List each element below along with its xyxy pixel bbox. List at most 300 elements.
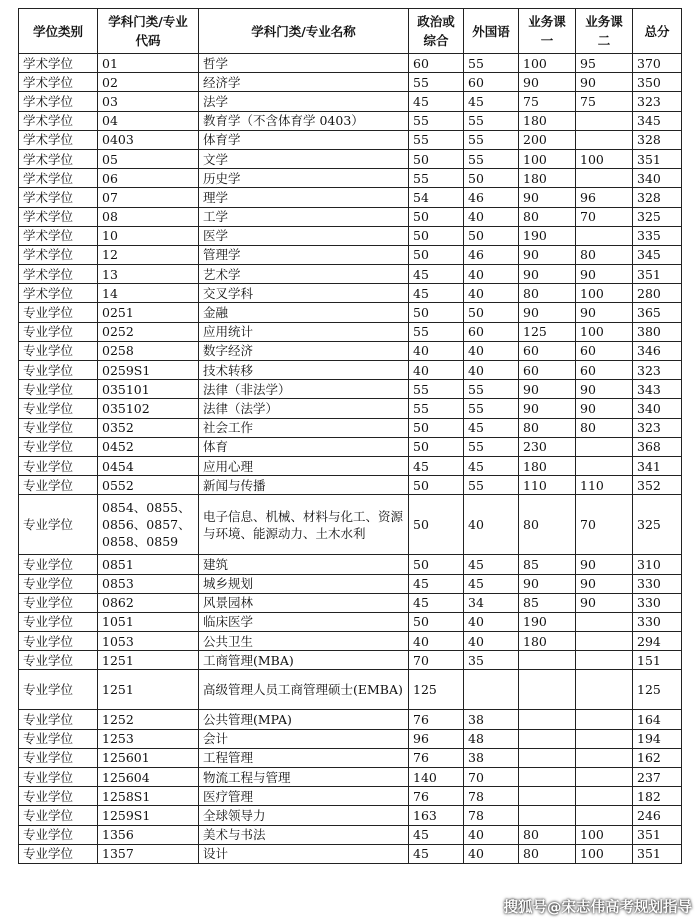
table-cell <box>519 787 576 806</box>
table-cell: 125601 <box>98 748 199 767</box>
table-cell: 194 <box>633 729 682 748</box>
table-cell: 180 <box>519 632 576 651</box>
table-cell: 体育 <box>199 437 409 456</box>
table-cell: 246 <box>633 806 682 825</box>
table-cell: 1251 <box>98 670 199 710</box>
table-cell: 学术学位 <box>19 92 98 111</box>
table-cell: 45 <box>409 574 464 593</box>
table-row <box>19 322 682 341</box>
table-row <box>19 54 682 73</box>
table-cell: 70 <box>464 768 519 787</box>
table-cell: 325 <box>633 495 682 555</box>
table-cell: 100 <box>576 149 633 168</box>
table-cell: 40 <box>409 341 464 360</box>
table-cell: 60 <box>519 341 576 360</box>
table-cell <box>519 768 576 787</box>
table-header-row <box>19 9 682 54</box>
table-cell <box>576 632 633 651</box>
table-cell: 专业学位 <box>19 806 98 825</box>
table-cell <box>576 806 633 825</box>
table-cell: 90 <box>519 245 576 264</box>
table-cell: 1356 <box>98 825 199 844</box>
table-cell: 346 <box>633 341 682 360</box>
table-cell: 45 <box>464 456 519 475</box>
table-cell: 35 <box>464 651 519 670</box>
table-cell: 370 <box>633 54 682 73</box>
table-cell <box>519 670 576 710</box>
table-cell: 专业学位 <box>19 710 98 729</box>
table-cell: 80 <box>576 418 633 437</box>
table-row <box>19 651 682 670</box>
table-cell: 02 <box>98 73 199 92</box>
table-cell: 90 <box>519 188 576 207</box>
table-cell: 328 <box>633 130 682 149</box>
table-cell: 40 <box>464 265 519 284</box>
table-cell: 电子信息、机械、材料与化工、资源与环境、能源动力、土木水利 <box>199 495 409 555</box>
table-cell: 专业学位 <box>19 495 98 555</box>
table-cell: 328 <box>633 188 682 207</box>
table-cell: 164 <box>633 710 682 729</box>
table-cell: 学术学位 <box>19 188 98 207</box>
table-cell: 380 <box>633 322 682 341</box>
table-cell: 0854、0855、0856、0857、0858、0859 <box>98 495 199 555</box>
table-cell: 1251 <box>98 651 199 670</box>
table-cell: 艺术学 <box>199 265 409 284</box>
table-cell: 建筑 <box>199 555 409 574</box>
table-cell: 工程管理 <box>199 748 409 767</box>
table-cell: 高级管理人员工商管理硕士(EMBA) <box>199 670 409 710</box>
table-cell: 50 <box>409 149 464 168</box>
table-row <box>19 284 682 303</box>
table-cell: 90 <box>519 574 576 593</box>
table-row <box>19 169 682 188</box>
table-cell: 352 <box>633 476 682 495</box>
table-cell: 55 <box>464 149 519 168</box>
table-cell: 哲学 <box>199 54 409 73</box>
table-cell: 医学 <box>199 226 409 245</box>
table-cell: 专业学位 <box>19 787 98 806</box>
table-cell: 351 <box>633 825 682 844</box>
table-cell: 100 <box>519 149 576 168</box>
table-cell <box>576 729 633 748</box>
table-cell: 学术学位 <box>19 111 98 130</box>
table-cell: 0851 <box>98 555 199 574</box>
table-cell: 90 <box>519 73 576 92</box>
table-cell: 190 <box>519 226 576 245</box>
table-cell: 应用统计 <box>199 322 409 341</box>
table-cell: 50 <box>409 303 464 322</box>
table-cell <box>576 787 633 806</box>
table-cell: 06 <box>98 169 199 188</box>
table-cell <box>576 651 633 670</box>
table-cell: 163 <box>409 806 464 825</box>
table-cell: 340 <box>633 399 682 418</box>
table-cell: 50 <box>409 245 464 264</box>
table-cell: 01 <box>98 54 199 73</box>
table-cell: 专业学位 <box>19 322 98 341</box>
table-row <box>19 574 682 593</box>
table-cell: 04 <box>98 111 199 130</box>
table-cell: 80 <box>519 844 576 863</box>
table-cell: 125 <box>409 670 464 710</box>
table-cell: 50 <box>409 207 464 226</box>
table-cell: 60 <box>519 361 576 380</box>
table-cell: 343 <box>633 380 682 399</box>
table-cell: 110 <box>519 476 576 495</box>
table-cell: 75 <box>576 92 633 111</box>
table-cell: 工商管理(MBA) <box>199 651 409 670</box>
table-cell: 351 <box>633 265 682 284</box>
table-cell: 180 <box>519 456 576 475</box>
table-cell: 40 <box>464 361 519 380</box>
table-row <box>19 303 682 322</box>
table-row <box>19 748 682 767</box>
table-cell: 035101 <box>98 380 199 399</box>
table-cell: 专业学位 <box>19 574 98 593</box>
table-row <box>19 207 682 226</box>
table-body <box>19 54 682 864</box>
table-cell: 40 <box>464 207 519 226</box>
table-cell: 专业学位 <box>19 768 98 787</box>
table-cell: 0454 <box>98 456 199 475</box>
table-cell: 1253 <box>98 729 199 748</box>
table-cell: 45 <box>409 844 464 863</box>
table-cell: 55 <box>464 54 519 73</box>
table-cell: 学术学位 <box>19 130 98 149</box>
table-cell: 323 <box>633 92 682 111</box>
table-cell: 90 <box>576 399 633 418</box>
table-cell: 55 <box>464 437 519 456</box>
table-cell: 城乡规划 <box>199 574 409 593</box>
table-cell: 323 <box>633 361 682 380</box>
table-cell: 0259S1 <box>98 361 199 380</box>
table-row <box>19 476 682 495</box>
table-cell: 70 <box>409 651 464 670</box>
table-cell: 专业学位 <box>19 612 98 631</box>
table-cell: 风景园林 <box>199 593 409 612</box>
table-row <box>19 825 682 844</box>
table-row <box>19 593 682 612</box>
table-cell: 临床医学 <box>199 612 409 631</box>
table-cell: 0452 <box>98 437 199 456</box>
table-cell: 管理学 <box>199 245 409 264</box>
table-row <box>19 361 682 380</box>
table-row <box>19 149 682 168</box>
table-cell: 12 <box>98 245 199 264</box>
table-cell: 330 <box>633 612 682 631</box>
table-cell: 365 <box>633 303 682 322</box>
table-cell: 技术转移 <box>199 361 409 380</box>
table-cell: 50 <box>409 495 464 555</box>
table-cell: 80 <box>519 495 576 555</box>
table-cell: 60 <box>409 54 464 73</box>
table-cell: 1051 <box>98 612 199 631</box>
table-cell: 55 <box>409 169 464 188</box>
table-cell: 40 <box>464 284 519 303</box>
table-cell: 专业学位 <box>19 555 98 574</box>
table-cell: 经济学 <box>199 73 409 92</box>
table-cell: 45 <box>409 593 464 612</box>
table-cell <box>576 670 633 710</box>
table-cell: 55 <box>409 399 464 418</box>
table-cell: 物流工程与管理 <box>199 768 409 787</box>
table-cell: 80 <box>519 825 576 844</box>
table-cell: 40 <box>409 632 464 651</box>
table-cell: 学术学位 <box>19 149 98 168</box>
table-cell: 0252 <box>98 322 199 341</box>
table-cell: 46 <box>464 245 519 264</box>
table-cell: 90 <box>576 380 633 399</box>
table-cell: 专业学位 <box>19 456 98 475</box>
table-cell: 专业学位 <box>19 748 98 767</box>
table-cell: 368 <box>633 437 682 456</box>
table-cell: 34 <box>464 593 519 612</box>
table-cell: 75 <box>519 92 576 111</box>
table-cell: 96 <box>576 188 633 207</box>
table-cell: 035102 <box>98 399 199 418</box>
table-cell: 45 <box>409 265 464 284</box>
table-cell: 45 <box>464 555 519 574</box>
table-cell: 专业学位 <box>19 825 98 844</box>
table-cell: 0258 <box>98 341 199 360</box>
header-cell: 业务课一 <box>519 9 576 54</box>
table-cell: 90 <box>519 399 576 418</box>
table-row <box>19 768 682 787</box>
table-cell: 45 <box>464 574 519 593</box>
table-row <box>19 710 682 729</box>
table-cell: 90 <box>576 574 633 593</box>
table-row <box>19 632 682 651</box>
table-cell: 76 <box>409 787 464 806</box>
table-cell: 专业学位 <box>19 303 98 322</box>
table-cell: 美术与书法 <box>199 825 409 844</box>
table-cell: 新闻与传播 <box>199 476 409 495</box>
table-cell: 专业学位 <box>19 476 98 495</box>
table-cell: 50 <box>409 612 464 631</box>
table-cell: 文学 <box>199 149 409 168</box>
table-cell: 76 <box>409 710 464 729</box>
table-cell: 金融 <box>199 303 409 322</box>
table-cell: 0853 <box>98 574 199 593</box>
table-cell: 125 <box>519 322 576 341</box>
table-cell: 330 <box>633 574 682 593</box>
table-cell: 学术学位 <box>19 226 98 245</box>
table-cell: 45 <box>409 456 464 475</box>
table-cell: 专业学位 <box>19 632 98 651</box>
table-cell: 学术学位 <box>19 207 98 226</box>
table-row <box>19 130 682 149</box>
table-cell: 专业学位 <box>19 729 98 748</box>
table-cell: 07 <box>98 188 199 207</box>
table-cell: 345 <box>633 111 682 130</box>
table-cell: 体育学 <box>199 130 409 149</box>
table-cell: 90 <box>576 73 633 92</box>
table-cell: 60 <box>576 361 633 380</box>
table-cell: 90 <box>576 555 633 574</box>
table-cell: 学术学位 <box>19 54 98 73</box>
table-row <box>19 226 682 245</box>
table-cell: 医疗管理 <box>199 787 409 806</box>
table-cell <box>576 710 633 729</box>
table-cell: 340 <box>633 169 682 188</box>
table-cell: 54 <box>409 188 464 207</box>
table-cell: 140 <box>409 768 464 787</box>
header-cell: 业务课二 <box>576 9 633 54</box>
table-cell: 70 <box>576 495 633 555</box>
table-cell <box>576 612 633 631</box>
table-cell <box>576 768 633 787</box>
header-cell: 学科门类/专业名称 <box>199 9 409 54</box>
table-cell: 1357 <box>98 844 199 863</box>
table-cell: 95 <box>576 54 633 73</box>
table-cell: 125 <box>633 670 682 710</box>
table-cell: 社会工作 <box>199 418 409 437</box>
table-cell: 40 <box>409 361 464 380</box>
table-cell: 200 <box>519 130 576 149</box>
table-cell: 会计 <box>199 729 409 748</box>
table-cell: 50 <box>409 476 464 495</box>
header-cell: 总分 <box>633 9 682 54</box>
table-cell: 专业学位 <box>19 437 98 456</box>
table-cell: 46 <box>464 188 519 207</box>
table-cell <box>576 456 633 475</box>
score-table <box>18 8 682 864</box>
table-cell: 310 <box>633 555 682 574</box>
table-cell: 40 <box>464 632 519 651</box>
header-cell: 政治或综合 <box>409 9 464 54</box>
table-cell: 50 <box>409 226 464 245</box>
table-cell: 40 <box>464 844 519 863</box>
table-cell: 55 <box>409 73 464 92</box>
table-cell: 70 <box>576 207 633 226</box>
table-cell <box>519 651 576 670</box>
table-cell: 公共卫生 <box>199 632 409 651</box>
table-cell: 80 <box>576 245 633 264</box>
table-cell: 应用心理 <box>199 456 409 475</box>
table-cell: 230 <box>519 437 576 456</box>
table-cell: 335 <box>633 226 682 245</box>
table-cell: 数字经济 <box>199 341 409 360</box>
table-row <box>19 111 682 130</box>
table-row <box>19 92 682 111</box>
table-cell: 学术学位 <box>19 245 98 264</box>
table-row <box>19 73 682 92</box>
table-cell: 专业学位 <box>19 380 98 399</box>
table-cell: 设计 <box>199 844 409 863</box>
table-cell: 325 <box>633 207 682 226</box>
table-row <box>19 380 682 399</box>
table-cell: 80 <box>519 418 576 437</box>
table-row <box>19 670 682 710</box>
table-cell: 110 <box>576 476 633 495</box>
table-cell: 13 <box>98 265 199 284</box>
table-cell: 55 <box>409 111 464 130</box>
table-cell: 180 <box>519 111 576 130</box>
table-cell: 80 <box>519 284 576 303</box>
table-cell: 学术学位 <box>19 265 98 284</box>
table-cell: 280 <box>633 284 682 303</box>
table-cell: 55 <box>409 380 464 399</box>
table-cell: 45 <box>464 418 519 437</box>
table-cell: 50 <box>464 303 519 322</box>
table-cell: 351 <box>633 149 682 168</box>
table-row <box>19 787 682 806</box>
table-cell: 162 <box>633 748 682 767</box>
table-cell: 55 <box>464 399 519 418</box>
table-cell: 182 <box>633 787 682 806</box>
table-cell <box>576 169 633 188</box>
table-cell: 60 <box>464 322 519 341</box>
table-cell: 237 <box>633 768 682 787</box>
table-row <box>19 729 682 748</box>
table-cell: 专业学位 <box>19 361 98 380</box>
table-cell: 40 <box>464 341 519 360</box>
table-cell: 341 <box>633 456 682 475</box>
table-row <box>19 437 682 456</box>
table-cell: 45 <box>464 92 519 111</box>
table-cell: 90 <box>519 265 576 284</box>
table-cell: 80 <box>519 207 576 226</box>
table-cell: 学术学位 <box>19 73 98 92</box>
table-cell: 45 <box>409 92 464 111</box>
table-cell: 学术学位 <box>19 284 98 303</box>
table-cell: 50 <box>409 437 464 456</box>
table-cell: 专业学位 <box>19 399 98 418</box>
table-cell: 03 <box>98 92 199 111</box>
table-cell: 理学 <box>199 188 409 207</box>
table-cell: 151 <box>633 651 682 670</box>
table-cell: 法学 <box>199 92 409 111</box>
table-cell <box>576 437 633 456</box>
table-cell <box>576 748 633 767</box>
table-cell: 1053 <box>98 632 199 651</box>
table-cell: 100 <box>576 322 633 341</box>
table-cell: 50 <box>409 555 464 574</box>
table-cell: 38 <box>464 710 519 729</box>
table-row <box>19 418 682 437</box>
table-cell: 50 <box>409 418 464 437</box>
table-cell: 90 <box>576 593 633 612</box>
header-cell: 学位类别 <box>19 9 98 54</box>
table-cell: 55 <box>464 476 519 495</box>
table-cell: 专业学位 <box>19 418 98 437</box>
table-cell: 50 <box>464 226 519 245</box>
table-cell: 38 <box>464 748 519 767</box>
table-cell: 全球领导力 <box>199 806 409 825</box>
table-cell: 0251 <box>98 303 199 322</box>
table-cell: 96 <box>409 729 464 748</box>
table-cell: 0352 <box>98 418 199 437</box>
table-row <box>19 555 682 574</box>
table-cell: 45 <box>409 825 464 844</box>
table-row <box>19 612 682 631</box>
table-cell: 08 <box>98 207 199 226</box>
table-cell: 100 <box>519 54 576 73</box>
table-cell: 50 <box>464 169 519 188</box>
table-cell: 85 <box>519 593 576 612</box>
table-cell: 55 <box>464 380 519 399</box>
table-cell <box>576 226 633 245</box>
table-row <box>19 806 682 825</box>
table-cell: 100 <box>576 284 633 303</box>
table-cell: 专业学位 <box>19 341 98 360</box>
table-cell: 55 <box>464 130 519 149</box>
table-cell: 60 <box>576 341 633 360</box>
table-cell: 350 <box>633 73 682 92</box>
table-cell: 05 <box>98 149 199 168</box>
table-cell: 1259S1 <box>98 806 199 825</box>
table-cell <box>519 748 576 767</box>
